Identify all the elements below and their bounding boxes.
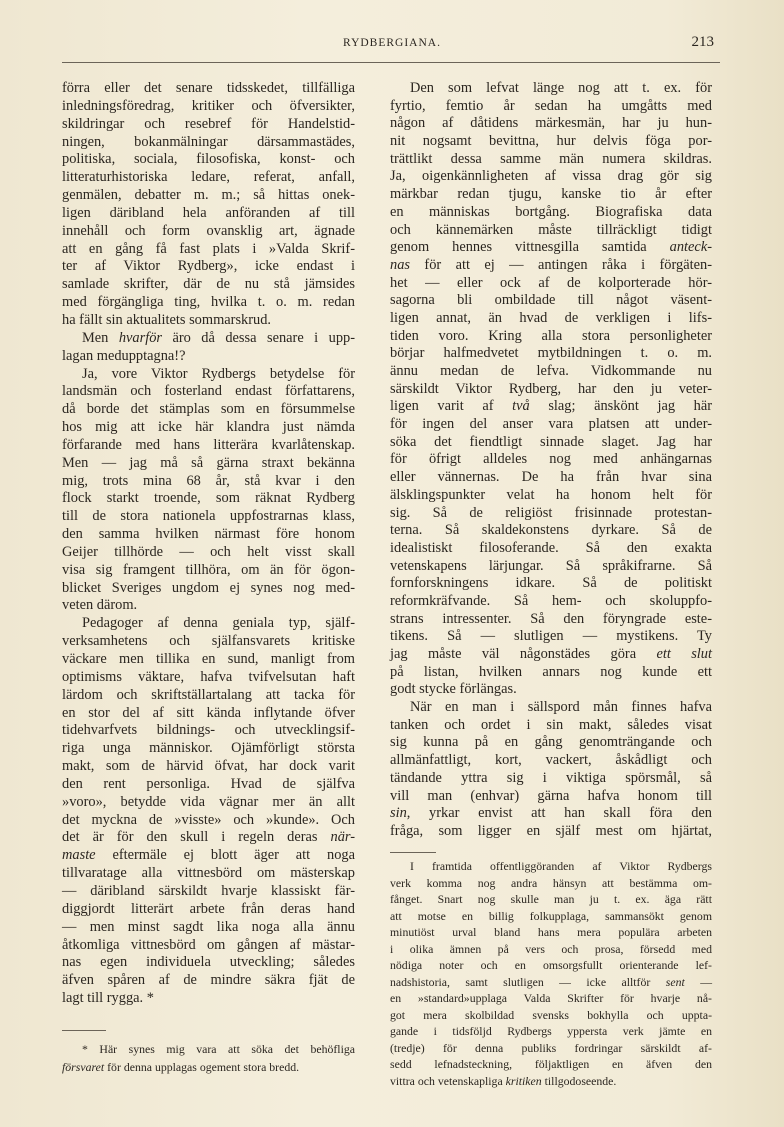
text-line: innehåll och form ovansklig art, ägnade	[62, 222, 355, 239]
text-line: Pedagoger af denna geniala typ, själf-	[82, 615, 355, 632]
text-line: nas egen individuela utveckling; således	[62, 954, 355, 971]
text-line: flock starkt troende, som räknat Rydberg	[62, 490, 355, 507]
text-line: sagorna bli ombildade till något väsent-	[390, 292, 712, 309]
text-line: optimisms väktare, hafva tvifvelsutan haft	[62, 668, 355, 685]
text-line: trättlikt dessa samme män numera skildras.	[390, 150, 712, 167]
text-line: (tredje) för denna publiks fordringar särskildt af-	[390, 1040, 712, 1055]
italic-text: maste	[62, 847, 96, 864]
text-line: — däribland särskildt hvarje klassiskt fär-	[62, 882, 355, 899]
text-line: skildringar och resebref för Handelstid-	[62, 115, 355, 132]
text-line: fråga, som ligger en själf mest om hjärtat,	[390, 822, 712, 839]
text-line: märkbar redan tjugu, kanske tio år efter	[390, 186, 712, 203]
text-line: idealistiskt filosoferande. Så den exakta	[390, 539, 712, 556]
header-rule	[62, 62, 720, 63]
italic-text: kritiken	[505, 1073, 542, 1088]
text-line: vittra och vetenskapliga kritiken tillgodoseende.	[390, 1073, 617, 1088]
text-line: tanken och ordet i sin makt, således visat	[390, 716, 712, 733]
text-line: verksamhetens och själfansvarets kritiske	[62, 633, 355, 650]
text-line: vill man (enhvar) gärna hafva honom till	[390, 787, 712, 804]
text-line: Den som lefvat länge nog att t. ex. för	[410, 80, 712, 96]
text-line: nit nogsamt bevittna, hur delvis föga por-	[390, 133, 712, 150]
text-line: inledningsföredrag, kritiker och öfversikter,	[62, 97, 355, 114]
text-line: det myckna de »visste» och »kunde». Och	[62, 811, 355, 828]
text-line: jag måste väl någonstädes göra ett slut	[390, 646, 712, 662]
text-line: veten därom.	[62, 597, 138, 614]
text-line: att en gång få fast plats i »Valda Skrif-	[62, 240, 355, 257]
text-line: väckare men tillika en sund, manligt from	[62, 651, 355, 667]
italic-text: hvarför	[118, 329, 163, 346]
text-line: ännu medan de lefva. Vidkommande nu	[390, 363, 712, 379]
text-line: till de stora nationela uppfostrarnas klass,	[62, 508, 355, 525]
text-line: förfarande med hans litterära kvarlåtenskap.	[62, 436, 355, 453]
text-line: litteraturhistoriska ledare, referat, anfall,	[62, 169, 355, 186]
text-line: Ja, vore Viktor Rydbergs betydelse för	[82, 365, 355, 382]
text-line: ningen, bokanmälningar därsammastädes,	[62, 133, 355, 150]
text-line: den rent personliga. Hvad de själfva	[62, 775, 355, 792]
text-line: en »standard»upplaga Valda Skrifter för hvarje nå-	[390, 991, 712, 1005]
text-line: strans intressenter. Så den föryngrade este-	[390, 610, 712, 627]
text-line: blicket Sveriges ungdom ej synes nog med-	[62, 579, 355, 596]
text-line: ligen annat, än hvad de verkligen i lifs-	[390, 309, 712, 326]
italic-text: sent	[665, 974, 685, 989]
text-line: fornforskningens idkare. Så de politiskt	[390, 575, 712, 592]
text-line: tillvaratage alla vittnesbörd om mästerskap	[62, 865, 355, 882]
text-line: riga unga människor. Ojämförligt största	[62, 740, 355, 757]
text-line: Geijer tillhörde — och helt visst skall	[62, 543, 355, 560]
text-line: i olika ämnen på vers och prosa, försedd med	[390, 941, 712, 956]
text-line: När en man i sällspord mån finnes hafva	[410, 699, 712, 716]
text-line: en människas bortgång. Biografiska data	[390, 203, 712, 220]
text-line: Ja, oigenkännligheten af vissa drag gör sig	[390, 168, 712, 185]
right-footnote	[390, 858, 712, 1089]
text-line: samlade skrifter, där de nu stå jämsides	[62, 276, 355, 293]
text-line: makt, som de härvid öfvat, har dock varit	[62, 758, 355, 775]
text-line: tikens. Så — slutligen — mystikens. Ty	[390, 628, 712, 645]
text-line: Men hvarför äro då dessa senare i upp-	[82, 329, 356, 346]
running-header-title: RYDBERGIANA.	[343, 37, 441, 49]
text-line: landsmän och fosterland endast författarens,	[62, 383, 355, 400]
italic-text: nas	[390, 256, 410, 273]
text-line: ter af Viktor Rydberg», icke endast i	[62, 258, 355, 275]
page-number: 213	[691, 34, 714, 50]
text-line: då borde det stämplas som en försummelse	[62, 401, 355, 418]
text-line: I framtida offentliggöranden af Viktor Rydbergs	[410, 859, 712, 873]
italic-text: försvaret	[62, 1060, 105, 1074]
text-line: söka det fiendtligt sinnade slaget. Jag har	[390, 433, 712, 450]
text-line: allmänfattligt, kort, vackert, åskådligt och	[390, 752, 712, 769]
text-line: ligen varit af två slag; änskönt jag här	[390, 398, 713, 415]
left-column	[62, 80, 355, 1008]
text-line: åtkomliga vittnesbörd om gången af mästar-	[62, 936, 355, 953]
text-line: got mera skolbildad svensks bokhylla och uppta-	[390, 1007, 712, 1022]
text-line: mig, trots mina 68 år, stå kvar i den	[62, 472, 355, 489]
italic-text: sin	[390, 805, 407, 822]
text-line: godt stycke förlängas.	[390, 681, 517, 698]
italic-text: två	[512, 398, 530, 415]
text-line: sedd lefnadsteckning, följaktligen en äfven den	[390, 1057, 712, 1071]
text-line: ha fällt sin aktualitets sommarskrud.	[62, 311, 272, 328]
text-line: maste eftermäle ej blott äger att noga	[62, 847, 355, 864]
text-line: älsklingspunkter velat ha honom helt för	[390, 486, 712, 503]
text-line: lagt till rygga. *	[62, 990, 154, 1007]
text-line: lärdom och skriftställartalang att tacka för	[62, 686, 355, 703]
text-line: tidehvarfvets bildnings- och utvecklingsif-	[62, 722, 355, 739]
text-line: för öfrigt alldeles nog med anhängarnas	[390, 451, 712, 468]
text-line: den samma hvilken närmast före honom	[62, 526, 355, 543]
text-line: genom hennes vittnesgilla samtida anteck-	[390, 239, 712, 256]
footnote-rule-right	[390, 852, 436, 853]
text-line: äfven spåren af de mindre säkra fjät de	[62, 972, 355, 989]
right-column	[390, 80, 712, 841]
text-line: hos mig att icke här klandra just nämda	[62, 419, 355, 436]
text-line: tiden voro. Kring alla stora personligheter	[390, 327, 712, 344]
text-line: politiska, sociala, filosofiska, konst- och	[62, 151, 355, 168]
text-line: terna. Så skaldekonstens dyrkare. Så de	[390, 522, 712, 539]
text-line: vetenskapens lärjungar. Så språkifrarne. Så	[390, 557, 712, 574]
text-line: sin, yrkar envist att han skall föra den	[390, 805, 712, 822]
text-line: nadshistoria, samt slutligen — icke alltför sent —	[390, 974, 712, 989]
text-line: försvaret för denna upplagas ogement stora bredd.	[62, 1060, 300, 1074]
text-line: ligen däribland hela anföranden af till	[62, 204, 355, 221]
text-line: visa sig framgent tillhöra, om än för ögon-	[62, 561, 355, 578]
text-line: reformkräfvande. Så hem- och skoluppfo-	[390, 592, 712, 609]
text-line: nas för att ej — antingen råka i förgäten-	[390, 256, 712, 273]
text-line: verk komma nog andra hänsyn att bestämma om-	[390, 875, 712, 890]
italic-text: när-	[330, 829, 355, 846]
text-line: sig kunna på en gång genomträngande och	[390, 734, 712, 751]
text-line: — men minst sagdt lika noga alla ännu	[62, 918, 355, 935]
text-line: minutiöst urval bland hans mera populära arbeten	[390, 925, 712, 939]
footnote-rule-left	[62, 1030, 106, 1031]
text-line: sig. Så de religiöst frisinnade protestan-	[390, 504, 712, 521]
text-line: det är för den skull i regeln deras när-	[62, 829, 355, 846]
text-line: med förgängliga ting, hvilka t. o. m. redan	[62, 294, 355, 311]
text-line: fyrtio, femtio år sedan ha umgåtts med	[390, 97, 712, 114]
text-line: lagan medupptagna!?	[62, 347, 186, 364]
text-line: »voro», betydde vida vägnar mer än allt	[62, 793, 355, 810]
text-line: en stor del af sitt kända inflytande öfver	[62, 704, 355, 721]
text-line: för ingen del anser vara platsen att under-	[390, 416, 712, 433]
italic-text: anteck-	[669, 239, 712, 256]
text-line: diggjordt litterärt arbete från deras hand	[62, 900, 355, 917]
text-line: att motse en billig folkupplaga, sammansökt genom	[390, 908, 712, 923]
text-line: gande i tidsföljd Rydbergs yppersta verk jämte en	[390, 1024, 712, 1038]
text-line: nödiga noter och en omsorgsfullt orienterande lef-	[390, 958, 712, 972]
text-line: och kännemärken måste tillräckligt tidigt	[390, 221, 712, 238]
text-line: någon af dåtidens märkesmän, har ju hun-	[390, 115, 712, 132]
text-line: tändande yttra sig i viktiga spörsmål, så	[390, 769, 712, 786]
left-footnote	[62, 1040, 355, 1076]
text-line: på listan, hvilken annars nog kunde ett	[390, 663, 712, 680]
text-line: * Här synes mig vara att söka det behöfliga	[82, 1042, 355, 1056]
text-line: het — eller ock af de kolporterade hör-	[390, 274, 712, 291]
text-line: eller vännernas. De ha från hvar sina	[390, 469, 712, 486]
text-line: genmälen, debatter m. m.; så hittas onek-	[62, 187, 355, 204]
text-line: förra eller det senare tidsskedet, tillfälliga	[62, 80, 355, 96]
italic-text: ett slut	[656, 646, 712, 662]
text-line: särskildt Viktor Rydberg, har den ju veter-	[390, 380, 712, 397]
text-line: Men — jag må så gärna straxt bekänna	[62, 454, 355, 471]
text-line: börjar halfmedvetet mytbildningen t. o. m.	[390, 345, 712, 362]
text-line: fånget. Snart nog skulle man ju t. ex. äga rätt	[390, 892, 712, 906]
